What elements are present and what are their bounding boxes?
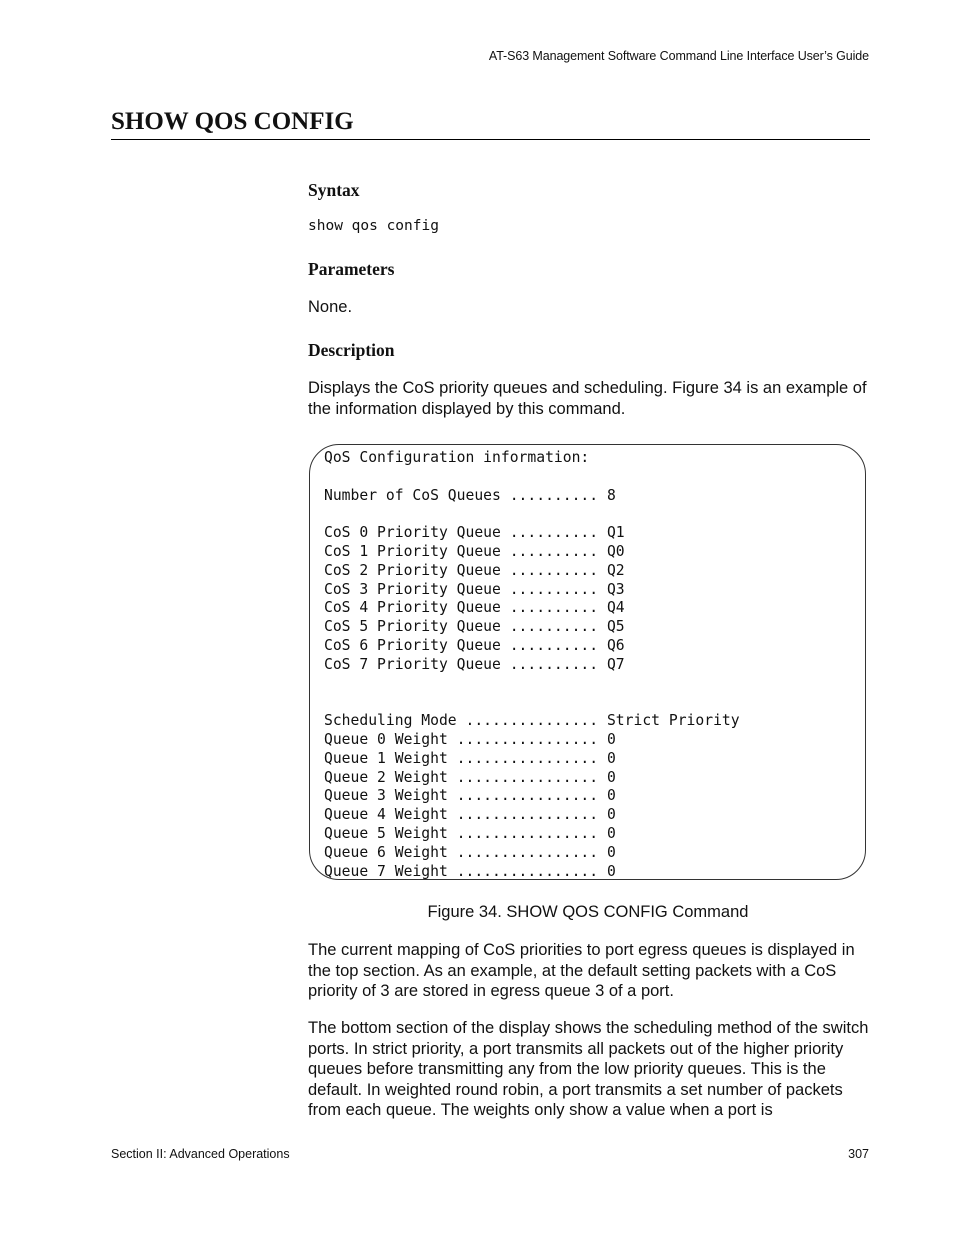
figure-line: CoS 3 Priority Queue .......... Q3 bbox=[324, 580, 625, 598]
description-heading: Description bbox=[308, 340, 395, 360]
figure-line: Queue 2 Weight ................ 0 bbox=[324, 768, 616, 786]
page-title: SHOW QOS CONFIG bbox=[111, 107, 870, 140]
figure-line: CoS 0 Priority Queue .......... Q1 bbox=[324, 524, 625, 542]
body-paragraph-1: The current mapping of CoS priorities to port egress queues is displayed in the top section. As an example, at the default setting packets with a CoS priority of 3 are stored in egress queue 3 of a port. bbox=[308, 941, 855, 1000]
figure-line: Queue 5 Weight ................ 0 bbox=[324, 824, 616, 842]
figure-line: Scheduling Mode ............... Strict Priority bbox=[324, 712, 740, 730]
figure-line: Queue 7 Weight ................ 0 bbox=[324, 862, 616, 880]
figure-caption: Figure 34. SHOW QOS CONFIG Command bbox=[427, 903, 749, 921]
figure-line: CoS 1 Priority Queue .......... Q0 bbox=[324, 542, 625, 560]
figure-line: QoS Configuration information: bbox=[324, 449, 590, 466]
figure-line: Number of CoS Queues .......... 8 bbox=[324, 486, 616, 504]
figure-line: Queue 0 Weight ................ 0 bbox=[324, 730, 616, 748]
syntax-command: show qos config bbox=[308, 218, 439, 234]
running-header: AT-S63 Management Software Command Line Interface User’s Guide bbox=[488, 49, 869, 63]
figure-line: CoS 2 Priority Queue .......... Q2 bbox=[324, 561, 625, 579]
parameters-text: None. bbox=[308, 298, 353, 316]
figure-line: Queue 6 Weight ................ 0 bbox=[324, 843, 616, 861]
description-text: Displays the CoS priority queues and scheduling. Figure 34 is an example of the information displayed by this command. bbox=[308, 379, 867, 418]
parameters-heading: Parameters bbox=[308, 259, 395, 279]
footer-section: Section II: Advanced Operations bbox=[111, 1147, 290, 1161]
figure-line: Queue 1 Weight ................ 0 bbox=[324, 749, 616, 767]
figure-line: Queue 3 Weight ................ 0 bbox=[324, 787, 616, 805]
figure-line: Queue 4 Weight ................ 0 bbox=[324, 806, 616, 824]
body-paragraph-2: The bottom section of the display shows the scheduling method of the switch ports. In strict priority, a port transmits all packets out of the higher priority queues before transmitting any from the low priority queues. This is the default. In weighted round robin, a port transmits a set number of packets from each queue. The weights only show a value when a port is bbox=[308, 1019, 869, 1119]
footer-page-number: 307 bbox=[848, 1147, 869, 1161]
figure-line: CoS 6 Priority Queue .......... Q6 bbox=[324, 636, 625, 654]
figure-line: CoS 4 Priority Queue .......... Q4 bbox=[324, 599, 625, 617]
figure-output bbox=[324, 449, 740, 881]
figure-line: CoS 5 Priority Queue .......... Q5 bbox=[324, 618, 625, 636]
figure-line: CoS 7 Priority Queue .......... Q7 bbox=[324, 655, 625, 673]
syntax-heading: Syntax bbox=[308, 180, 360, 200]
